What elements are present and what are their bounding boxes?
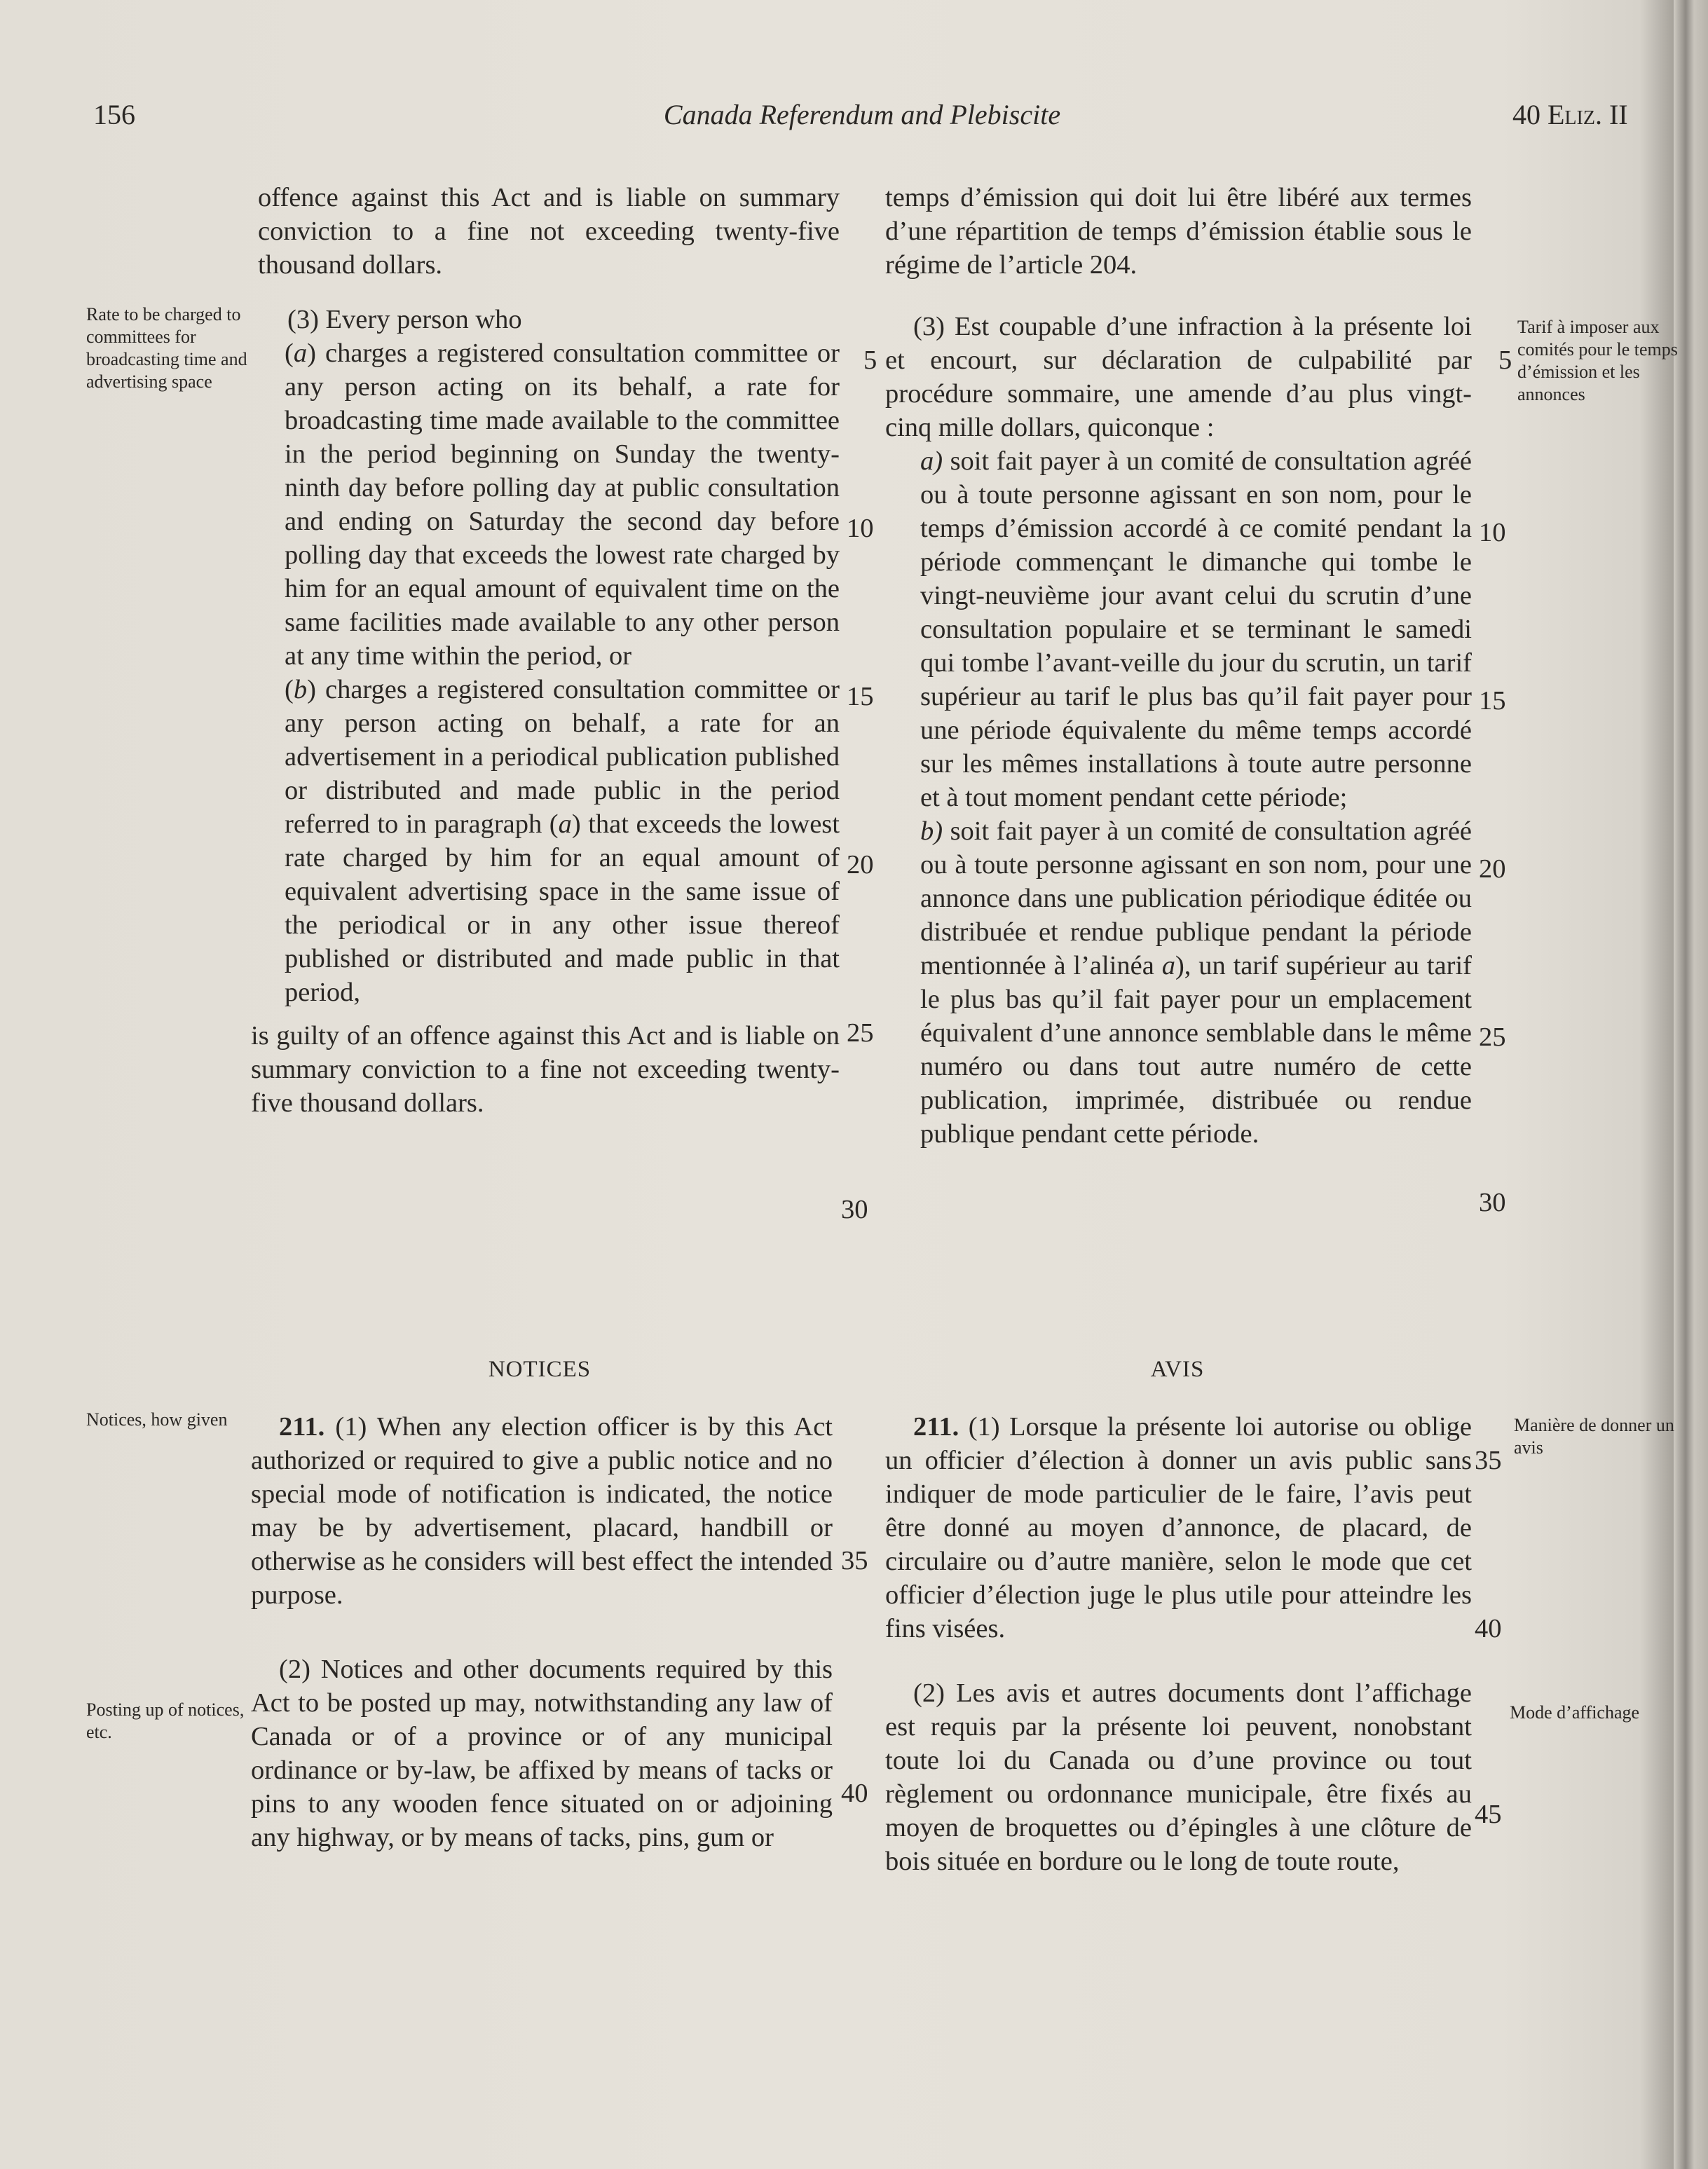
en-line-number: 30 [841, 1195, 868, 1224]
en-line-number: 40 [841, 1779, 868, 1808]
book-spine-shadow [1674, 0, 1708, 2169]
fr-line-number: 30 [1479, 1188, 1506, 1217]
fr-line-number: 10 [1479, 518, 1506, 547]
fr-s3-intro: (3) Est coupable d’une infraction à la présente loi et encourt, sur déclaration de culpabilité par procédure sommaire, une amende d’au plus vingt-cinq mille dollars, quiconque : [885, 312, 1472, 442]
fr-line-number: 25 [1479, 1022, 1506, 1052]
en-s211-2: (2) Notices and other documents required by this Act to be posted up may, notwithstanding any law of Canada or of a province or of any municipal ordinance or by-law, be affixed by means of tacks or pins to any wooden fence situated on or adjoining any highway, or by means of tacks, pins, gum or [251, 1655, 833, 1852]
fr-s3-a-text: soit fait payer à un comité de consultation agréé ou à toute personne agissant en son nom, pour le temps d’émission accordé à ce comité pendant la période commençant le dimanche qui tombe le vingt-neuvième jour avant celui du scrutin d’une consultation populaire et se terminant le samedi qui tombe l’avant-veille du jour du scrutin, un tarif supérieur au tarif le plus bas qu’il fait payer pour une période équivalente du même temps accordé sur les mêmes installations à toute autre personne et à tout moment pendant cette période; [920, 446, 1473, 812]
en-continuation: offence against this Act and is liable on summary conviction to a fine not exceeding twenty-five thousand dollars. [258, 183, 840, 280]
fr-line-number: 40 [1475, 1614, 1502, 1643]
en-s211-1-text: (1) When any election officer is by this Act authorized or required to give a public notice and no special mode of notification is indicated, the notice may be by advertisement, placard, handbill or otherwise as he considers will best effect the intended purpose. [251, 1412, 833, 1610]
en-s3-intro: (3) Every person who [287, 305, 522, 334]
fr-s3-a [885, 444, 1472, 814]
en-line-number: 5 [863, 345, 877, 375]
fr-s3-b-label: b) [920, 816, 943, 846]
en-s3-b-text1: charges a registered consultation committee or any person acting on behalf, a rate for an advertisement in a periodical publication published or distributed and made public in the period referred to in paragraph ( [285, 675, 840, 839]
en-s3-b-label: b [293, 675, 308, 704]
fr-line-number: 20 [1479, 854, 1506, 884]
margin-note-posting: Posting up of notices, etc. [86, 1699, 245, 1742]
fr-s211-1-text: (1) Lorsque la présente loi autorise ou oblige un officier d’élection à donner un avis public sans indiquer de mode particulier de le faire, l’avis peut être donné au moyen d’annonce, de placard, de circulaire ou d’autre manière, selon le mode que cet officier d’élection juge le plus utile pour atteindre les fins visées. [885, 1412, 1472, 1643]
en-line-number: 15 [847, 682, 874, 711]
fr-s211-2: (2) Les avis et autres documents dont l’affichage est requis par la présente loi peuvent, nonobstant toute loi du Canada ou d’une province ou tout règlement ou ordonnance municipale, être fixés au moyen de broquettes ou d’épingles à une clôture de bois située en bordure ou le long de toute route, [885, 1678, 1472, 1876]
margin-note-rate: Rate to be charged to committees for broadcasting time and advertising space [86, 304, 247, 392]
regnal-small-caps: Eliz [1548, 99, 1595, 130]
fr-s3-a-label: a) [920, 446, 943, 476]
fr-s211-1 [885, 1410, 1472, 1645]
en-section-211 [251, 1410, 833, 1854]
fr-line-number: 5 [1498, 345, 1512, 375]
fr-s3-b-ref: a [1161, 951, 1175, 980]
fr-s211-number: 211. [913, 1412, 959, 1442]
en-s3-a-text: charges a registered consultation committee or any person acting on its behalf, a rate for broadcasting time made available to the committee in the period beginning on Sunday the twenty-ninth day before polling day at public consultation and ending on Saturday the second day before polling day that exceeds the lowest rate charged by him for an equal amount of equivalent time on the same facilities made available to any other person at any time within the period, or [285, 338, 840, 671]
en-s3-a: (a) charges a registered consultation committee or any person acting on its behalf, a rate for broadcasting time made available to the committee in the period beginning on Sunday the twenty-ninth day before polling day at public consultation and ending on Saturday the second day before polling day that exceeds the lowest rate charged by him for an equal amount of equivalent time on the same facilities made available to any other person at any time within the period, or [285, 338, 840, 671]
fr-section-211 [885, 1410, 1472, 1878]
en-s3-b: (b) charges a registered consultation committee or any person acting on behalf, a rate for an advertisement in a periodical publication published or distributed and made public in the period referred to in paragraph (a) that exceeds the lowest rate charged by him for an equal amount of equivalent advertising space in the same issue of the periodical or in any other issue thereof published or distributed and made public in that period, [285, 675, 840, 1007]
en-s3-close: is guilty of an offence against this Act and is liable on summary conviction to a fine not exceeding twenty-five thousand dollars. [251, 1021, 840, 1118]
fr-heading-avis: AVIS [1150, 1357, 1205, 1382]
running-title: Canada Referendum and Plebiscite [663, 99, 1061, 130]
fr-s3-b-text1: soit fait payer à un comité de consultation agréé ou à toute personne agissant en son nom, pour une annonce dans une publication périodique éditée ou distribuée et rendue publique pendant la période mentionnée à l’alinéa [920, 816, 1473, 980]
margin-note-maniere: Manière de donner un avis [1514, 1415, 1674, 1458]
fr-line-number: 35 [1475, 1446, 1502, 1475]
en-subsection-3 [251, 303, 840, 1120]
fr-continuation: temps d’émission qui doit lui être libéré aux termes d’une répartition de temps d’émission établie sous le régime de l’article 204. [885, 183, 1472, 280]
regnal-prefix: 40 [1512, 99, 1548, 130]
en-heading-notices: NOTICES [488, 1357, 592, 1382]
en-s3-b-text2: ) that exceeds the lowest rate charged by him for an equal amount of equivalent advertising space in the same issue of the periodical or in any other issue thereof published or distributed and made public in that period, [285, 809, 840, 1007]
page-number: 156 [93, 99, 135, 130]
fr-subsection-3 [885, 310, 1472, 1151]
fr-s3-b [885, 814, 1472, 1151]
fr-line-number: 45 [1475, 1800, 1502, 1829]
en-line-number: 35 [841, 1546, 868, 1575]
fr-s3-b-text2: ), un tarif supérieur au tarif le plus bas qu’il fait payer pour un emplacement équivalent d’une annonce semblable dans le même numéro ou dans tout autre numéro de cette publication, imprimée, distribuée ou rendue publique pendant cette période. [920, 951, 1472, 1149]
margin-note-notices: Notices, how given [86, 1409, 228, 1430]
regnal-suffix: . II [1594, 99, 1628, 130]
regnal-year [1512, 98, 1628, 131]
fr-line-number: 15 [1479, 686, 1506, 716]
en-line-number: 25 [847, 1018, 874, 1048]
margin-note-mode: Mode d’affichage [1510, 1702, 1640, 1723]
en-s211-1 [251, 1410, 833, 1612]
en-s3-b-ref: a [558, 809, 572, 839]
en-line-number: 20 [847, 850, 874, 880]
en-s211-number: 211. [279, 1412, 325, 1442]
en-s3-a-label: a [293, 338, 308, 368]
en-line-number: 10 [847, 514, 874, 543]
margin-note-tarif: Tarif à imposer aux comités pour le temps d’émission et les annonces [1517, 317, 1678, 404]
